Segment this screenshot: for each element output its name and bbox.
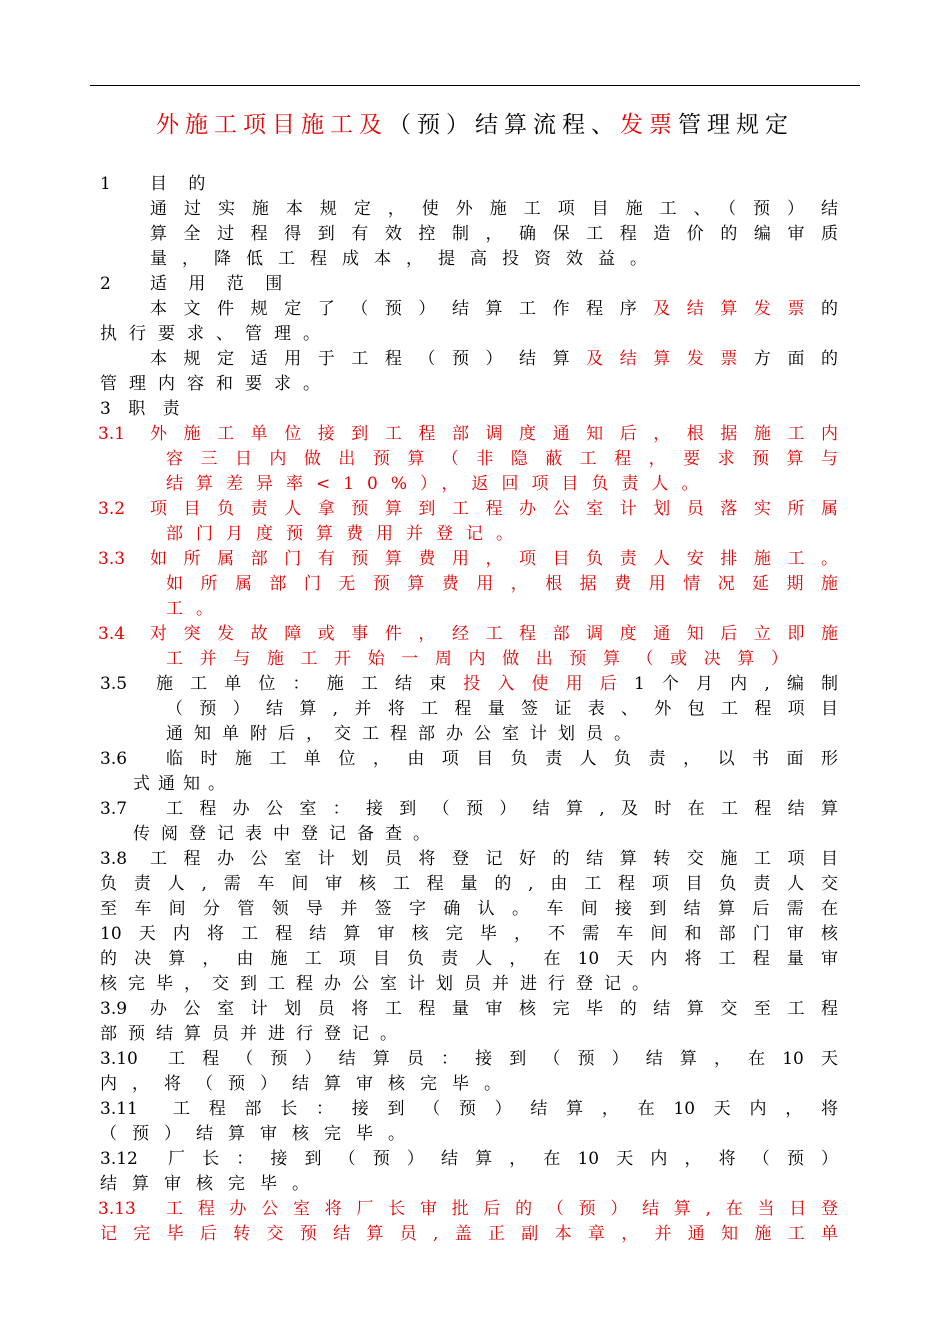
- item-line: 内，将（预）结算审核完毕。: [100, 1074, 516, 1094]
- section-heading: 目 的: [150, 174, 214, 194]
- item-line: 记完毕后转交预结算员,盖正副本章，并通知施工单: [100, 1224, 838, 1244]
- title-part-b: （预）结算流程、: [388, 112, 620, 138]
- item-line: 的决算，由施工项目负责人，在10天内将工程量审: [100, 949, 838, 969]
- item-line: 如所属部门无预算费用，根据费用情况延期施: [166, 574, 838, 594]
- item-line: 工程办公室：接到（预）结算,及时在工程结算: [166, 799, 838, 819]
- paragraph-line: 本文件规定了（预）结算工作程序及结算发票的: [150, 299, 838, 319]
- section-heading: 适 用 范 围: [150, 274, 291, 294]
- item-number: 3.9: [100, 999, 128, 1019]
- item-number: 3.5: [100, 674, 128, 694]
- document-title: [90, 106, 860, 142]
- item-line: 容三日内做出预算（非隐蔽工程，要求预算与: [166, 449, 838, 469]
- item-line: 核完毕，交到工程办公室计划员并进行登记。: [100, 974, 660, 994]
- paragraph-line: 通过实施本规定，使外施工项目施工、（预）结: [150, 199, 838, 219]
- item-line: 临时施工单位，由项目负责人负责，以书面形: [166, 749, 838, 769]
- section-number: 1: [100, 174, 111, 194]
- item-line: 如所属部门有预算费用，项目负责人安排施工。: [150, 549, 838, 569]
- item-line: 结算审核完毕。: [100, 1174, 324, 1194]
- item-number: 3.2: [98, 499, 126, 519]
- item-number: 3.1: [98, 424, 126, 444]
- item-line: 负责人,需车间审核工程量的,由工程项目负责人交: [100, 874, 838, 894]
- item-line: 部门月度预算费用并登记。: [166, 524, 526, 544]
- item-number: 3.6: [100, 749, 128, 769]
- item-line: 式通知。: [133, 774, 233, 794]
- paragraph-line: 执行要求、管理。: [100, 324, 332, 344]
- item-line: 至车间分管领导并签字确认。车间接到结算后需在: [100, 899, 838, 919]
- item-line: （预）结算,并将工程量签证表、外包工程项目: [166, 699, 838, 719]
- item-line: 办公室计划员将工程量审核完毕的结算交至工程: [150, 999, 838, 1019]
- item-line: 对突发故障或事件，经工程部调度通知后立即施: [150, 624, 838, 644]
- item-line: 外施工单位接到工程部调度通知后，根据施工内: [150, 424, 838, 444]
- item-line: 工程办公室将厂长审批后的（预）结算,在当日登: [166, 1199, 838, 1219]
- title-part-d: 管理规定: [678, 112, 794, 138]
- item-number: 3.13: [98, 1199, 136, 1219]
- title-part-a: 外施工项目施工及: [156, 112, 388, 138]
- item-line: 施工单位：施工结束投入使用后1个月内,编制: [156, 674, 839, 694]
- item-number: 3.4: [98, 624, 126, 644]
- item-line: （预）结算审核完毕。: [100, 1124, 420, 1144]
- item-line: 通知单附后，交工程部办公室计划员。: [166, 724, 642, 744]
- item-line: 项目负责人拿预算到工程办公室计划员落实所属: [150, 499, 838, 519]
- title-part-c: 发票: [620, 112, 678, 138]
- item-line: 部预结算员并进行登记。: [100, 1024, 408, 1044]
- paragraph-line: 管理内容和要求。: [100, 374, 332, 394]
- item-line: 工。: [166, 599, 226, 619]
- paragraph-line: 算全过程得到有效控制，确保工程造价的编审质: [150, 224, 838, 244]
- item-line: 传阅登记表中登记备查。: [133, 824, 441, 844]
- item-number: 3.12: [100, 1149, 138, 1169]
- item-number: 3.11: [100, 1099, 138, 1119]
- item-line: 厂长：接到（预）结算，在10天内，将（预）: [168, 1149, 838, 1169]
- item-line: 工程（预）结算员：接到（预）结算，在10天: [168, 1049, 838, 1069]
- item-line: 工并与施工开始一周内做出预算（或决算）: [166, 649, 788, 669]
- paragraph-line: 量，降低工程成本，提高投资效益。: [150, 249, 662, 269]
- item-line: 10天内将工程结算审核完毕，不需车间和部门审核: [100, 924, 838, 944]
- item-number: 3.10: [100, 1049, 138, 1069]
- item-number: 3.7: [100, 799, 128, 819]
- section-number: 2: [100, 274, 111, 294]
- header-rule: [90, 85, 860, 86]
- item-number: 3.8: [100, 849, 128, 869]
- item-line: 工程部长：接到（预）结算，在10天内，将: [173, 1099, 838, 1119]
- item-line: 工程办公室计划员将登记好的结算转交施工项目: [150, 849, 838, 869]
- paragraph-line: 本规定适用于工程（预）结算及结算发票方面的: [150, 349, 839, 369]
- item-number: 3.3: [98, 549, 126, 569]
- item-line: 结算差异率<10%），返回项目负责人。: [166, 474, 712, 494]
- section-heading: 3 职 责: [100, 399, 186, 419]
